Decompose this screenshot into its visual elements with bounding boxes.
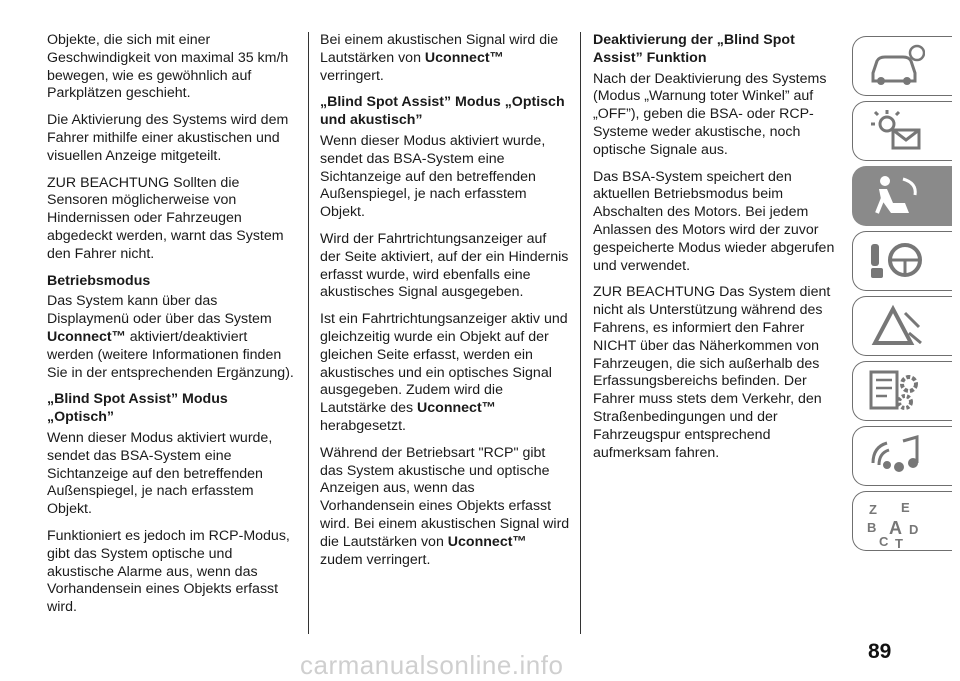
multimedia-icon: [865, 433, 925, 479]
paragraph: ZUR BEACHTUNG Sollten die Sensoren möglicherweise von Hindernissen oder Fahrzeugen abgedeckt werden, warnt das System den Fahrer nicht.: [47, 174, 284, 262]
tab-emergency[interactable]: [852, 296, 952, 356]
column-divider: [580, 32, 581, 634]
maintenance-gears-icon: [865, 368, 925, 414]
column-divider: [308, 32, 309, 634]
svg-text:D: D: [909, 522, 919, 537]
paragraph: Ist ein Fahrtrichtungsanzeiger aktiv und gleichzeitig wurde ein Objekt auf der gleichen Seite erfasst, werden ein akustisches und ein optisches Signal ausgegeben. Zudem wird die Lautstärke des Uconnect™ herabgesetzt.: [320, 311, 568, 434]
paragraph: Wird der Fahrtrichtungsanzeiger auf der Seite aktiviert, auf der ein Hindernis erfasst wurde, wird ebenfalls eine akustisches Signal ausgegeben.: [320, 230, 569, 301]
tab-car-info[interactable]: [852, 36, 952, 96]
breakdown-triangle-icon: [865, 303, 925, 349]
paragraph: Nach der Deaktivierung des Systems (Modus „Warnung toter Winkel” auf „OFF”), geben die BSA- oder RCP-Systeme weder akustische, noch optische Signale aus.: [593, 70, 827, 158]
text-column-3: [593, 32, 843, 471]
paragraph: Bei einem akustischen Signal wird die Lautstärken von Uconnect™ verringert.: [320, 32, 559, 84]
paragraph: Das System kann über das Displaymenü oder über das System Uconnect™ aktiviert/deaktiviert werden (weitere Informationen finden Sie in der entsprechenden Ergänzung).: [47, 293, 294, 381]
text-column-1: [47, 32, 297, 626]
paragraph: Das BSA-System speichert den aktuellen Betriebsmodus beim Abschalten des Motors. Bei jedem Anlassen des Motors wird der zuvor gespeicherte Modus wieder abgerufen und verwendet.: [593, 168, 835, 274]
paragraph: Wenn dieser Modus aktiviert wurde, sendet das BSA-System eine Sichtanzeige auf den betreffenden Außenspiegel, je nach erfasstem Objekt.: [320, 132, 546, 221]
warning-lights-icon: [865, 108, 925, 154]
svg-text:B: B: [867, 520, 877, 535]
car-info-icon: [865, 43, 925, 89]
svg-text:C: C: [879, 534, 889, 548]
svg-text:T: T: [895, 536, 903, 548]
text-column-2: [320, 32, 570, 578]
section-heading: Deaktivierung der „Blind Spot Assist” Funktion: [593, 32, 795, 66]
paragraph: Während der Betriebsart "RCP" gibt das System akustische und optische Anzeigen aus, wenn das Vorhandensein eines Objekts erfasst wird. Bei einem akustischen Signal wird die Lautstärken von Uconnect™ zudem verringert.: [320, 444, 570, 568]
paragraph: Objekte, die sich mit einer Geschwindigkeit von maximal 35 km/h bewegen, wie es gewöhnlich auf Parkplätzen geschieht.: [47, 32, 289, 102]
seat-airbag-icon: [865, 173, 925, 219]
page-number: 89: [868, 640, 892, 663]
tab-index[interactable]: [852, 491, 952, 551]
tab-maintenance[interactable]: [852, 361, 952, 421]
section-heading: „Blind Spot Assist” Modus „Optisch und akustisch”: [320, 94, 565, 129]
paragraph: Die Aktivierung des Systems wird dem Fahrer mithilfe einer akustischen und visuellen Anzeige mitgeteilt.: [47, 112, 289, 164]
watermark: carmanualsonline.info: [300, 650, 564, 680]
tab-multimedia[interactable]: [852, 426, 952, 486]
section-heading: Betriebsmodus: [47, 272, 151, 289]
paragraph: Funktioniert es jedoch im RCP-Modus, gibt das System optische und akustische Alarme aus, wenn das Vorhandensein eines Objekts erfasst wird.: [47, 527, 290, 616]
tab-warning-lights[interactable]: [852, 101, 952, 161]
paragraph: Wenn dieser Modus aktiviert wurde, sendet das BSA-System eine Sichtanzeige auf den betreffenden Außenspiegel, je nach erfasstem Objekt.: [47, 429, 273, 518]
paragraph: ZUR BEACHTUNG Das System dient nicht als Unterstützung während des Fahrens, es informiert den Fahrer NICHT über das Näherkommen von Fahrzeugen, die sich außerhalb des Erfassungsbereichs befinden. Der Fahrer muss stets dem Verkehr, den Straßenbedingungen und der Fahrzeugspur entsprechend aufmerksam fahren.: [593, 284, 831, 461]
svg-text:Z: Z: [869, 502, 877, 517]
svg-text:A: A: [889, 518, 902, 538]
index-letters-icon: [865, 498, 925, 548]
tab-starting-driving[interactable]: [852, 231, 952, 291]
tab-safety[interactable]: [852, 166, 952, 226]
key-steering-wheel-icon: [865, 238, 925, 284]
svg-text:E: E: [901, 500, 910, 515]
section-heading: „Blind Spot Assist” Modus „Optisch”: [47, 391, 228, 426]
